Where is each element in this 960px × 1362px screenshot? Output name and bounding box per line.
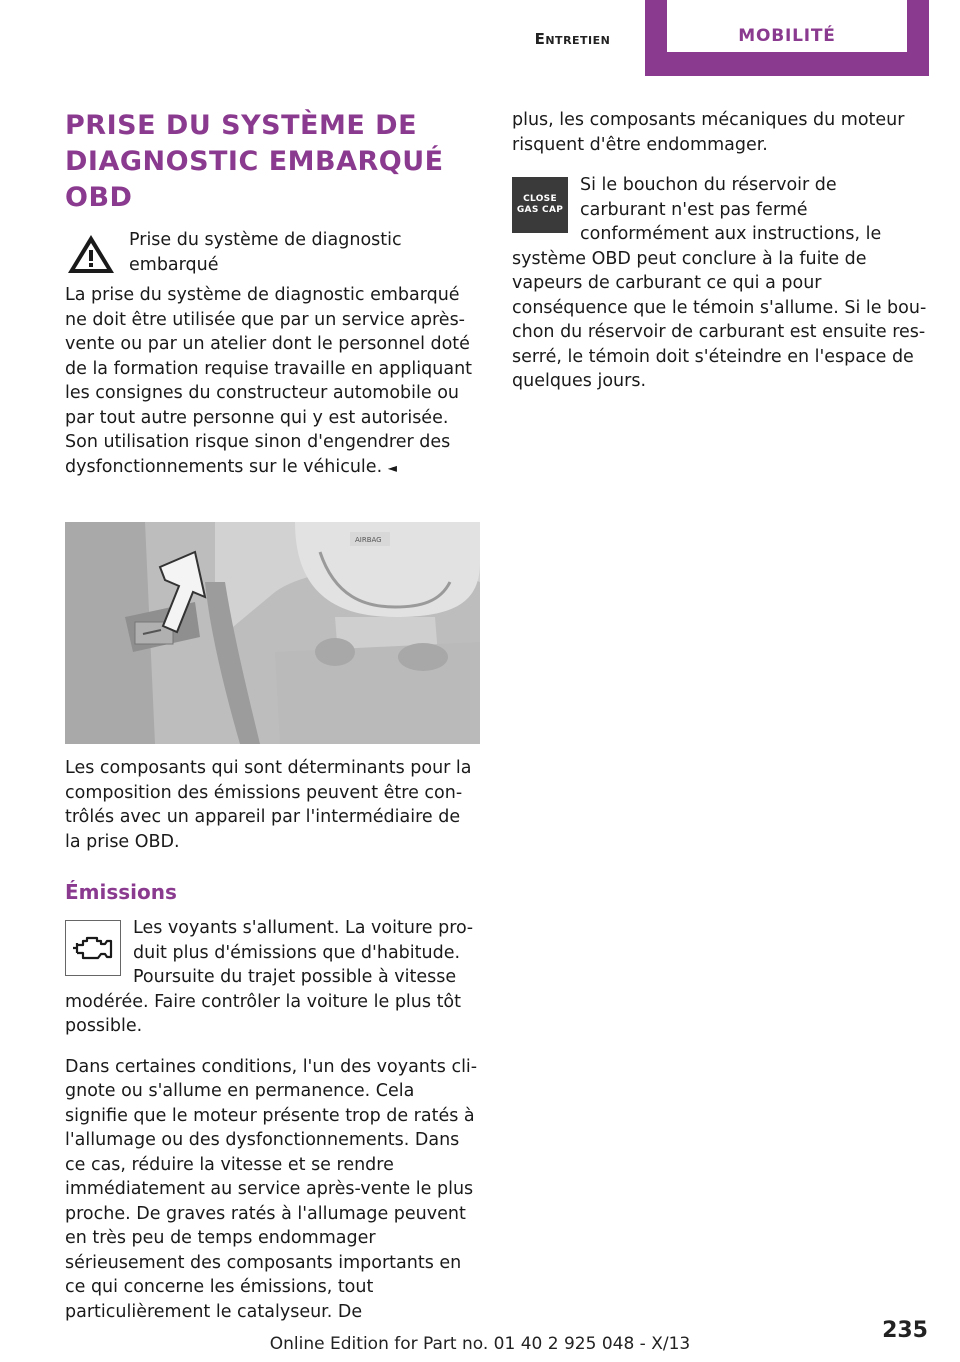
close-gas-cap-icon	[512, 177, 568, 233]
gascap-icon-line2: GAS CAP	[516, 205, 564, 215]
gascap-block	[512, 173, 927, 410]
warning-block	[65, 228, 480, 496]
gascap-icon-line1: CLOSE	[523, 194, 557, 204]
emissions-heading: Émissions	[65, 880, 177, 904]
left-column	[65, 108, 480, 1340]
end-mark-icon: ◄	[387, 460, 397, 475]
tab-entretien[interactable]	[500, 0, 645, 62]
chapter-tabs	[0, 0, 960, 76]
emissions-text-2: Dans certaines conditions, l'un des voyants clignote ou s'allume en permanence. Cela signifie que le moteur présente trop de ratés à l'allumage ou des dysfonctionnements. Dans ce cas, réduire la vitesse et se rendre immédiatement au service après-vente le plus proche. De graves ratés à l'allumage peuvent en très peu de temps endommager sérieusement des composants importants en ce qui concerne les émissions, tout particulièrement le catalyseur. De	[65, 1056, 478, 1322]
check-engine-icon	[65, 920, 121, 976]
gascap-text: Si le bouchon du réservoir de carburant n'est pas fermé conformément aux instructions, le système OBD peut conclure à la fuite de vapeurs de carburant ce qui a pour conséquence que le témoin s'allume. Si le bouchon du réservoir de carburant est ensuite resserré, le témoin doit s'éteindre en l'espace de quelques jours.	[512, 175, 927, 391]
continuation-text: plus, les composants mécaniques du moteur risquent d'être endommager.	[512, 110, 905, 155]
obd-socket-photo	[65, 522, 480, 744]
right-column	[512, 108, 927, 410]
warning-text: La prise du système de diagnostic embarqué ne doit être utilisée que par un service après-vente ou par un atelier dont le personnel doté de la formation requise travaille en appliquant les consignes du constructeur automobile ou par tout autre personne qui y est autorisée. Son utilisation risque sinon d'engendrer des dysfonctionnements sur le véhicule.	[65, 285, 473, 477]
photo-caption: Les composants qui sont déterminants pour la composition des émissions peuvent être contrôlés avec un appareil par l'intermédiaire de la prise OBD.	[65, 758, 472, 852]
tab-mobilite-label: MOBILITÉ	[738, 26, 836, 46]
page-number: 235	[882, 1318, 928, 1343]
warning-icon	[65, 232, 117, 276]
page-title: PRISE DU SYSTÈME DE DIAGNOSTIC EMBARQUÉ OBD	[65, 110, 444, 213]
warning-lead: Prise du système de diagnostic embarqué	[129, 230, 402, 275]
tab-entretien-label: Entretien	[534, 30, 611, 48]
tab-mobilite[interactable]	[645, 0, 929, 76]
airbag-label: AIRBAG	[355, 536, 382, 544]
footer-edition: Online Edition for Part no. 01 40 2 925 048 - X/13	[269, 1334, 691, 1354]
emissions-block	[65, 916, 480, 1055]
emissions-text: Les voyants s'allument. La voiture produit plus d'émissions que d'habitude. Poursuite du trajet possible à vitesse modérée. Faire contrôler la voiture le plus tôt possible.	[65, 918, 474, 1036]
